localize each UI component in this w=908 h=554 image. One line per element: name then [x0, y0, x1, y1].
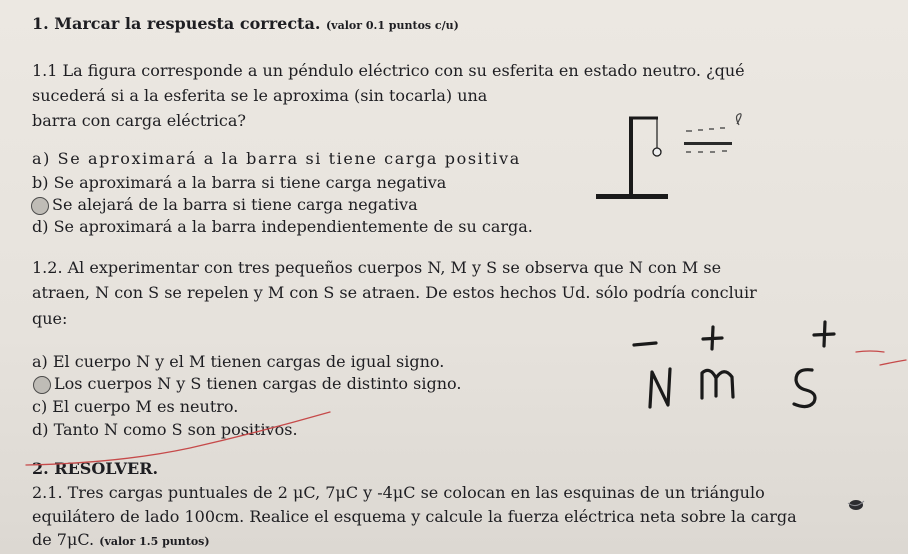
plus-sign-s — [814, 322, 834, 346]
handwritten-charges — [634, 322, 834, 407]
red-stroke-1 — [26, 412, 330, 465]
q12-option-c: c) El cuerpo M es neutro. — [32, 397, 239, 416]
charged-bar — [684, 114, 741, 152]
red-stroke-3 — [856, 351, 884, 352]
q12-option-a: a) El cuerpo N y el M tienen cargas de igual signo. — [32, 352, 445, 371]
q11-text-line-2: sucederá si a la esferita se le aproxima (sin tocarla) una — [32, 86, 488, 105]
letter-n — [650, 369, 670, 407]
red-stroke-2 — [880, 360, 906, 365]
pendulum-sphere — [653, 148, 661, 156]
handwritten-e-mark — [737, 114, 742, 125]
section-2-value-note: (valor 1.5 puntos) — [99, 535, 210, 548]
section-2-title: 2. RESOLVER. — [32, 459, 159, 478]
pendulum-figure — [596, 118, 668, 199]
q11-option-d: d) Se aproximará a la barra independientemente de su carga. — [32, 217, 533, 236]
letter-m — [702, 370, 733, 398]
q12-option-b: Los cuerpos N y S tienen cargas de distinto signo. — [54, 374, 462, 393]
minus-sign-n — [634, 343, 656, 345]
q21-text-line-3: de 7μC. — [32, 530, 95, 549]
q21-text-line-1: 2.1. Tres cargas puntuales de 2 μC, 7μC y -4μC se colocan en las esquinas de un triángulo — [32, 483, 765, 502]
ink-blot — [848, 500, 864, 510]
red-pen-strokes — [26, 351, 906, 465]
section-1-title: 1. Marcar la respuesta correcta. — [32, 14, 321, 33]
q11-option-a: a) Se aproximará a la barra si tiene carga positiva — [32, 149, 521, 168]
section-1-value-note: (valor 0.1 puntos c/u) — [325, 19, 459, 32]
q11-option-b: b) Se aproximará a la barra si tiene carga negativa — [32, 173, 447, 192]
q12-option-d: d) Tanto N como S son positivos. — [32, 420, 298, 439]
q11-option-c: Se alejará de la barra si tiene carga negativa — [52, 195, 418, 214]
q11-text-line-3: barra con carga eléctrica? — [32, 111, 246, 130]
q12-text-line-3: que: — [32, 309, 68, 328]
bar-charge-marks — [686, 128, 727, 152]
q12-text-line-2: atraen, N con S se repelen y M con S se atraen. De estos hechos Ud. sólo podría concluir — [32, 283, 757, 302]
letter-s — [794, 370, 815, 407]
q12-text-line-1: 1.2. Al experimentar con tres pequeños cuerpos N, M y S se observa que N con M se — [32, 258, 722, 277]
q21-text-line-2: equilátero de lado 100cm. Realice el esquema y calcule la fuerza eléctrica neta sobre la carga — [32, 507, 797, 526]
q11-text-line-1: 1.1 La figura corresponde a un péndulo eléctrico con su esferita en estado neutro. ¿qué — [32, 61, 745, 80]
charged-bar-body — [684, 142, 732, 145]
plus-sign-m — [703, 327, 722, 349]
